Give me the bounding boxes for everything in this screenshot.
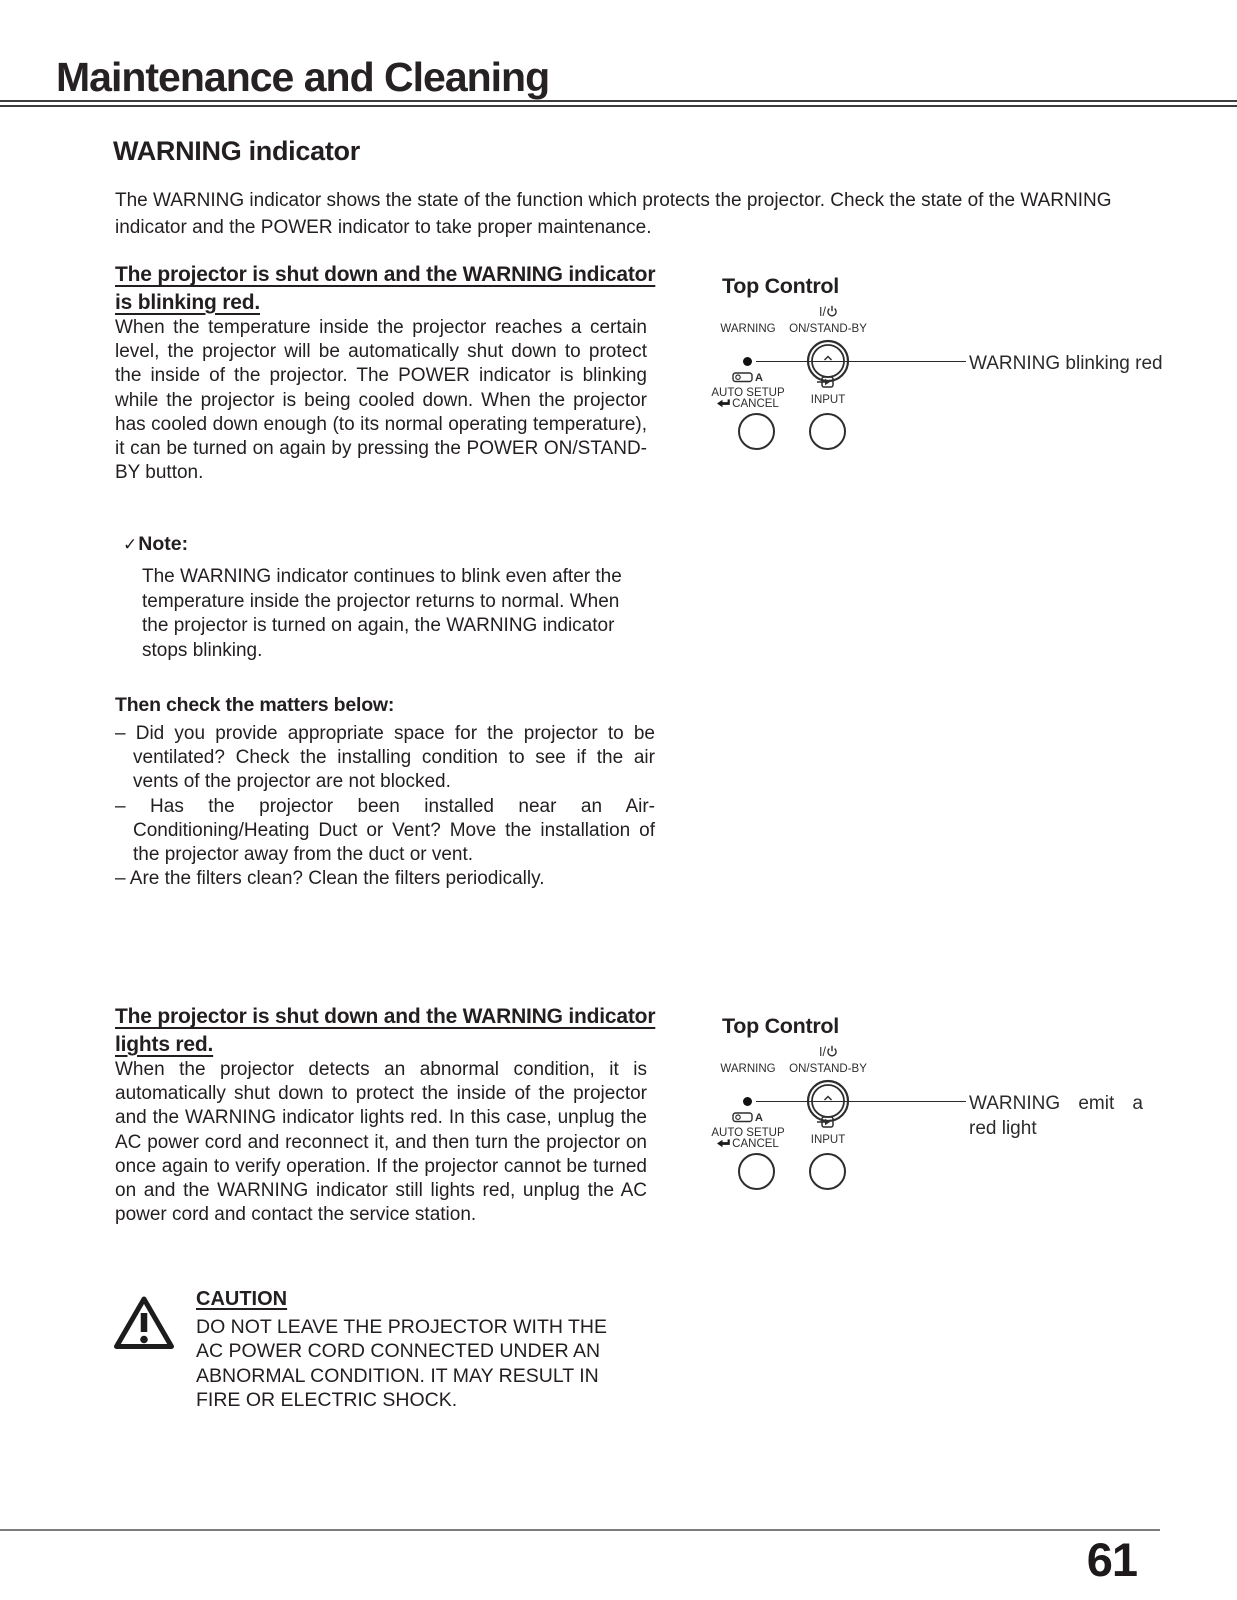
cancel-label: CANCEL — [732, 1138, 779, 1150]
auto-icon-letter: A — [755, 372, 763, 384]
on-standby-label: ON/STAND-BY — [789, 1063, 867, 1075]
note-heading — [123, 533, 645, 556]
auto-setup-cancel-button — [738, 1153, 775, 1190]
cancel-label-row — [708, 398, 788, 410]
footer-divider — [0, 1529, 1160, 1531]
checklist-item: – Are the filters clean? Clean the filters periodically. — [115, 868, 545, 890]
auto-setup-cancel-button — [738, 413, 775, 450]
power-prefix: I/ — [819, 305, 826, 319]
subsection2-body: When the projector detects an abnormal condition, it is automatically shut down to protect the inside of the projector and the WARNING indicator lights red. In this case, unplug the AC power cord and reconnect it, and then turn the projector on once again to verify operation. If the projector cannot be turned on and the WARNING indicator still lights red, unplug the AC power cord and contact the service station. — [115, 1059, 647, 1226]
input-icon — [817, 375, 834, 389]
top-control-diagram-blinking — [690, 272, 1163, 457]
projector-icon — [732, 370, 763, 384]
note-label: Note: — [138, 533, 189, 555]
callout-text: WARNING blinking red — [969, 353, 1163, 374]
power-icon — [827, 305, 837, 317]
caution-label: CAUTION — [196, 1288, 288, 1310]
return-arrow-icon — [717, 399, 730, 408]
page-title: Maintenance and Cleaning — [56, 54, 550, 100]
warning-triangle-icon — [112, 1294, 176, 1357]
checklist-item: – Did you provide appropriate space for the projector to be ventilated? Check the installing condition to see if the air vents of the projector are not blocked. — [115, 723, 655, 793]
top-control-diagram-emit — [690, 1012, 1160, 1197]
on-standby-label: ON/STAND-BY — [789, 323, 867, 335]
subsection1-body: When the temperature inside the projector reaches a certain level, the projector will be automatically shut down to protect the inside of the projector. The POWER indicator is blinking while the projector is being cooled down. When the projector has cooled down enough (to its normal operating temperature), it can be turned on again by pressing the POWER ON/STAND-BY button. — [115, 317, 647, 484]
power-symbol-label — [788, 305, 868, 319]
cancel-label-row — [708, 1138, 788, 1150]
power-icon — [827, 1045, 837, 1057]
subsection2-heading: The projector is shut down and the WARNING indicator lights red. — [115, 1005, 656, 1056]
title-divider — [0, 100, 1237, 107]
input-label: INPUT — [810, 394, 846, 406]
section-intro: The WARNING indicator shows the state of the function which protects the projector. Check the state of the WARNING indicator and the POWER indicator to take proper maintenance. — [115, 190, 1112, 238]
section-title: WARNING indicator — [113, 136, 360, 166]
warning-led-indicator — [743, 1097, 752, 1106]
input-icon — [817, 1115, 834, 1129]
auto-setup-label: AUTO SETUP — [711, 387, 785, 399]
subsection1-heading: The projector is shut down and the WARNING indicator is blinking red. — [115, 263, 656, 314]
checklist-heading: Then check the matters below: — [115, 694, 395, 716]
projector-icon — [732, 1110, 763, 1124]
callout-text: WARNING emit a red light — [969, 1093, 1143, 1139]
page-number: 61 — [1086, 1533, 1137, 1586]
auto-icon-letter: A — [755, 1112, 763, 1124]
note-text: The WARNING indicator continues to blink even after the temperature inside the projector returns to normal. When the projector is turned on again, the WARNING indicator stops blinking. — [142, 566, 622, 661]
diagram-heading: Top Control — [722, 274, 839, 298]
power-prefix: I/ — [819, 1045, 826, 1059]
power-symbol-label — [788, 1045, 868, 1059]
cancel-label: CANCEL — [732, 398, 779, 410]
return-arrow-icon — [717, 1139, 730, 1148]
auto-setup-label: AUTO SETUP — [711, 1127, 785, 1139]
callout-line — [756, 361, 966, 362]
note-block — [123, 533, 645, 663]
caution-text: DO NOT LEAVE THE PROJECTOR WITH THE AC POWER CORD CONNECTED UNDER AN ABNORMAL CONDITION. IT MAY RESULT IN FIRE OR ELECTRIC SHOCK. — [196, 1316, 608, 1412]
input-label: INPUT — [810, 1134, 846, 1146]
input-button — [809, 1153, 846, 1190]
warning-led-label: WARNING — [720, 323, 776, 335]
warning-led-label: WARNING — [720, 1063, 776, 1075]
callout-line — [756, 1101, 966, 1102]
warning-led-indicator — [743, 357, 752, 366]
checkmark-icon: ✓ — [123, 535, 138, 554]
diagram-heading: Top Control — [722, 1014, 839, 1038]
input-button — [809, 413, 846, 450]
checklist-item: – Has the projector been installed near an Air-Conditioning/Heating Duct or Vent? Move the installation of the projector away from the duct or vent. — [115, 795, 655, 866]
checklist — [115, 722, 655, 891]
